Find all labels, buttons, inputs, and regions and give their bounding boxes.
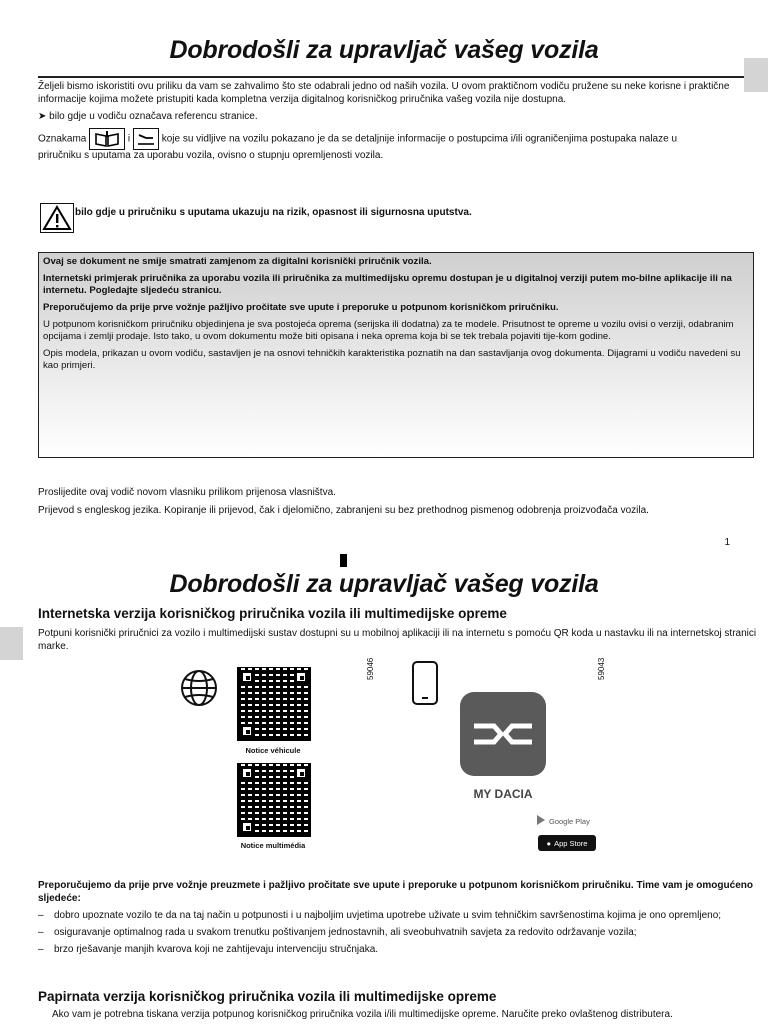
notice-p2: Internetski primjerak priručnika za uporabu vozila ili priručnika za multimedijsku opremu dostupan je u digitalnoj verziji putem mo-bilne aplikacije ili na internetu. Pogledajte sljedeću stranicu. — [43, 273, 732, 296]
section-heading-paper: Papirnata verzija korisničkog priručnika vozila ili multimedijske opreme — [38, 989, 497, 1004]
dacia-app-icon[interactable] — [460, 692, 546, 776]
notice-p4: U potpunom korisničkom priručniku objedinjena je sva postojeća oprema (serijska ili dodatna) za te modele. Prisutnost te opreme u vozilu ovisi o verziji, odabranim opcijama i zemlji prodaje. Isto tako, u ovom dokumentu može biti opisana i neka oprema koja bi se tek trebala pojaviti tije-kom godine. — [43, 319, 734, 342]
right-arrow-icon: ➤ — [38, 111, 47, 122]
qr-code-multimedia[interactable] — [237, 763, 311, 837]
app-name: MY DACIA — [473, 787, 533, 801]
qr-code-vehicle[interactable] — [237, 667, 311, 741]
forward-text: Proslijedite ovaj vodič novom vlasniku prilikom prijenosa vlasništva. — [38, 487, 336, 498]
icons-explanation: Oznakama i koje su vidljive na vozilu pokazano je da se detaljnije informacije o postupcima i/ili ograničenjima postupaka nalaze u — [38, 128, 758, 150]
google-play-icon — [536, 814, 546, 828]
translation-text: Prijevod s engleskog jezika. Kopiranje ili prijevod, čak i djelomično, zabranjeni su bez prethodnog pismenog odobrenja proizvođača vozila. — [38, 505, 649, 516]
section-heading-online: Internetska verzija korisničkog priručnika vozila ili multimedijske opreme — [38, 606, 507, 621]
page-tab-marker-2 — [0, 627, 23, 660]
apple-icon: ● — [546, 838, 552, 848]
notice-p1: Ovaj se dokument ne smije smatrati zamjenom za digitalni korisnički priručnik vozila. — [43, 256, 432, 267]
book-icon — [89, 128, 125, 150]
notice-box — [38, 252, 754, 458]
list-item: – dobro upoznate vozilo te da na taj način u potpunosti i u najboljim uvjetima upotrebe uživate u svim tehničkim savršenostima kojima je ono opremljeno; — [38, 910, 722, 921]
icons-explanation-cont: priručniku s uputama za uporabu vozila, ovisno o stupnju opremljenosti vozila. — [38, 150, 384, 161]
section-paper-text: Ako vam je potrebna tiskana verzija potpunog korisničkog priručnika vozila i/ili multimedijske opreme. Naručite preko ovlaštenog distributera. — [52, 1009, 673, 1020]
service-icon — [133, 128, 159, 150]
page-marker — [340, 554, 347, 567]
list-item: – brzo rješavanje manjih kvarova koji ne zahtijevaju intervenciju stručnjaka. — [38, 944, 379, 955]
page-title: Dobrodošli za upravljač vašeg vozila — [169, 36, 599, 64]
arrow-reference-line: ➤ bilo gdje u vodiču označava referencu stranice. — [38, 111, 258, 122]
benefits-list — [38, 909, 760, 960]
notice-p5: Opis modela, prikazan u ovom vodiču, sastavljen je na osnovi tehničkih karakteristika poznatih na dan sastavljanja ovog dokumenta. Dijagrami u vodiču navedeni su kao primjeri. — [43, 348, 741, 371]
smartphone-icon — [411, 660, 439, 706]
google-play-link[interactable]: Google Play — [536, 813, 602, 829]
notice-p3: Preporučujemo da prije prve vožnje pažljivo pročitate sve upute i preporuke u potpunom korisničkom priručniku. — [43, 302, 559, 313]
title-rule — [38, 76, 758, 78]
list-item: – osiguravanje optimalnog rada u svakom trenutku poštivanjem jednostavnih, ali sveobuhvatnih savjeta za redovito održavanje vozila; — [38, 927, 637, 938]
page-title-2: Dobrodošli za upravljač vašeg vozila — [169, 570, 599, 598]
globe-icon — [180, 669, 218, 707]
section-online-text: Potpuni korisnički priručnici za vozilo i multimedijski sustav dostupni su u mobilnoj aplikaciji ili na internetu s pomoću QR koda u nastavku ili na internetskoj stranici marke. — [38, 628, 757, 652]
ref-number-1: 59046 — [366, 657, 375, 680]
app-store-button[interactable]: ● App Store — [538, 835, 596, 851]
qr-caption-vehicle: Notice véhicule — [245, 746, 301, 755]
page-number: 1 — [724, 537, 730, 548]
warning-triangle-icon — [40, 203, 74, 233]
qr-caption-multimedia: Notice multimédia — [240, 841, 306, 850]
warning-text: bilo gdje u priručniku s uputama ukazuju na rizik, opasnost ili sigurnosna uputstva. — [75, 207, 472, 218]
recommend-text: Preporučujemo da prije prve vožnje preuzmete i pažljivo pročitate sve upute i preporuke u potpunom korisničkom priručniku. Time vam je omogućeno sljedeće: — [38, 880, 753, 904]
ref-number-2: 59043 — [597, 657, 606, 680]
intro-paragraph: Željeli bismo iskoristiti ovu priliku da vam se zahvalimo što ste odabrali jedno od naših vozila. U ovom praktičnom vodiču pružene su neke korisne i praktične informacije kojima možete pristupiti kada kompletna verzija digitalnog korisničkog priručnika vašeg vozila nije dostupna. — [38, 81, 730, 105]
